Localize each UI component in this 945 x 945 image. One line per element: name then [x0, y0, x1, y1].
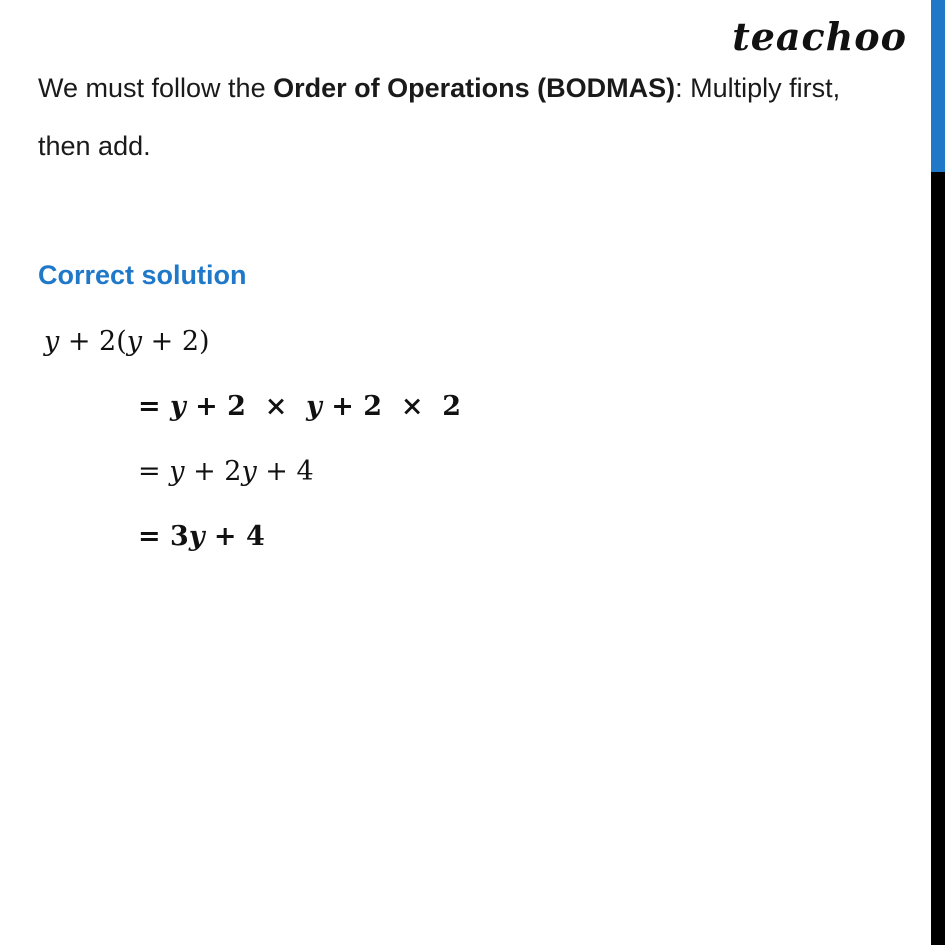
- intro-bold-term: Order of Operations (BODMAS): [273, 73, 676, 103]
- math-step-1: y + 2(y + 2): [44, 326, 210, 357]
- intro-line-2: then add.: [38, 131, 151, 161]
- math-step-4: = 3y + 4: [138, 521, 265, 552]
- side-bar-blue-segment: [931, 0, 945, 172]
- math-step-2: = y + 2 × y + 2 × 2: [138, 391, 462, 422]
- intro-text-part2: : Multiply first,: [675, 73, 841, 103]
- slide-side-bar: [931, 0, 945, 945]
- teachoo-logo: teachoo: [732, 14, 907, 59]
- section-heading: Correct solution: [38, 260, 247, 290]
- intro-text-part1: We must follow the: [38, 73, 274, 103]
- math-step-3: = y + 2y + 4: [138, 456, 314, 487]
- side-bar-black-segment: [931, 172, 945, 945]
- intro-line-1: [38, 59, 918, 117]
